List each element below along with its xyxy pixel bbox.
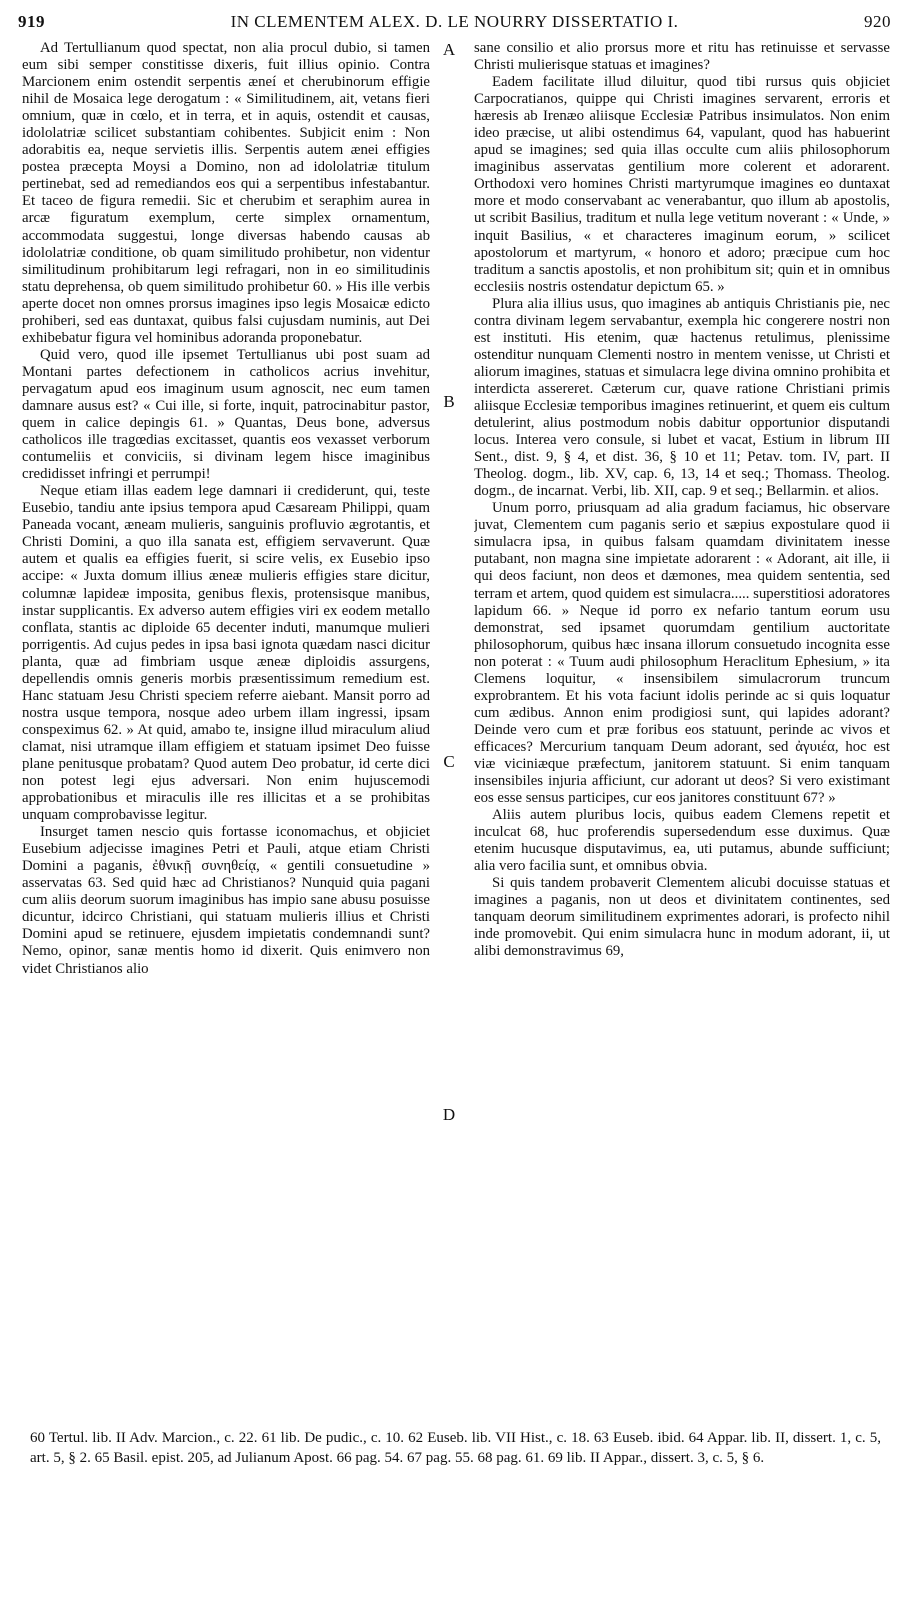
paragraph: Aliis autem pluribus locis, quibus eadem Clemens repetit et inculcat 68, huc proferendis supersedendum esse duximus. Quæ etenim hucusque disputavimus, ea, uti putamus, abunde sufficiunt; alia vero facilia sunt, et omnibus obvia. — [474, 807, 890, 875]
page-number-right: 920 — [864, 12, 891, 31]
right-column — [474, 40, 890, 1420]
paragraph: Ad Tertullianum quod spectat, non alia procul dubio, si tamen eum sibi semper constitisse dixeris, fuit illius opinio. Contra Marcionem enim ostendit serpentis æneí et cherubinorum effigie nihil de Mosaica lege derogatum : « Similitudinem, ait, vetans fieri omnium, quæ in cœlo, et in terra, et in aquis, ostendit et causas, idololatriæ scilicet substantiam cohibentes. Subjicit enim : Non adorabitis ea, neque servietis illis. Serpentis autem ænei effigies postea præcepta Moysi a Domino, non ad idololatriæ titulum pertinebat, sed ad remediandos eos qui a serpentibus infestabantur. Et taceo de figura remedii. Sic et cherubim et seraphim aurea in arcæ figuratum exemplum, certe simplex ornamentum, accommodata suggestui, longe diversas habendo causas ab idololatriæ conditione, ob quam similitudo prohibetur, non videntur similitudinum prohibitarum legi refragari, non in eo similitudinis statu deprehensa, ob quem similitudo prohibetur 60. » His ille verbis aperte docet non omnes prorsus imagines ipso legis Mosaicæ edicto prohiberi, sed eas duntaxat, quibus falsi cujusdam numinis, aut Dei exhibebatur figura vel hominibus adoranda proponebatur. — [22, 40, 430, 346]
left-column — [22, 40, 430, 1420]
margin-letter-d: D — [442, 1105, 456, 1124]
paragraph: Neque etiam illas eadem lege damnari ii crediderunt, qui, teste Eusebio, tandiu ante ipsius tempora apud Cæsaream Philippi, quam Paneada vocant, æneam mulieris, sanguinis profluvio ægrotantis, et Christi Domini, a quo illa sanata est, effigiem servaverunt. Quæ autem et qualis ea effigies fuerit, si scire velis, ex Eusebio ipso accipe: « Juxta domum illius æneæ mulieris effigies stare dicitur, columnæ lapideæ imposita, genibus flexis, protensisque manibus, instar supplicantis. Ex adverso autem effigies viri ex eodem metallo conflata, stantis ac diploide 65 decenter induti, manumque mulieri porrigentis. Ad cujus pedes in ipsa basi ignota quædam nasci dicitur planta, quæ ad fimbriam usque æneæ diploidis assurgens, depellendis omnis generis morbis præsentissimum remedium est. Hanc statuam Jesu Christi speciem referre aiebant. Mansit porro ad nostra usque tempora, nosque adeo urbem illam ingressi, ipsam conspeximus 62. » At quid, amabo te, insigne illud miraculum aliud clamat, nisi utramque illam effigiem et statuam ipsimet Deo fuisse plane penitusque probatam? Quod autem Deo probatur, id certe dici non potest legi ejus adversari. Non enim hujuscemodi approbationibus et miraculis ille res illicitas et a se prohibitas unquam comprobavisse legitur. — [22, 483, 430, 824]
margin-letter-b: B — [443, 392, 455, 411]
margin-letter-a: A — [442, 40, 456, 59]
running-header — [18, 8, 891, 34]
paragraph: Eadem facilitate illud diluitur, quod tibi rursus quis objiciet Carpocratianos, quippe qui Christi imagines servarent, erroris et hæresis ab Irenæo aliisque Ecclesiæ Patribus insimulatos. Non enim ideo præcise, ut alibi ostendimus 64, vapulant, quod has habuerint apud se imagines; sed quia illas occulte cum aliis philosophorum imaginibus asservatas gentilium more colerent et adorarent. Orthodoxi vero homines Christi martyrumque imagines eo duntaxat more et modo conservabant ac venerabantur, quo illum ab apostolis, ut scribit Basilius, traditum et nulla lege vetitum noverant : « Unde, » inquit Basilius, « et characteres imaginum eorum, » scilicet apostolorum et martyrum, « honoro et adoro; præcipue cum hoc traditum a sanctis apostolis, et non prohibitum sit; quin et in omnibus ecclesiis nostris ostendatur depictum 65. » — [474, 74, 890, 295]
footnotes: 60 Tertul. lib. II Adv. Marcion., c. 22. 61 lib. De pudic., c. 10. 62 Euseb. lib. VII Hist., c. 18. 63 Euseb. ibid. 64 Appar. lib. II, dissert. 1, c. 5, art. 5, § 2. 65 Basil. epist. 205, ad Julianum Apost. 66 pag. 54. 67 pag. 55. 68 pag. 61. 69 lib. II Appar., dissert. 3, c. 5, § 6. — [30, 1430, 881, 1466]
paragraph: Si quis tandem probaverit Clementem alicubi docuisse statuas et imagines a paganis, non ut deos et divinitatem continentes, sed tanquam deorum similitudinem exprimentes adorari, is profecto nihil inde promovebit. Qui enim simulacra hunc in modum adorant, ii, ut alibi demonstravimus 69, — [474, 875, 890, 960]
paragraph: sane consilio et alio prorsus more et ritu has retinuisse et servasse Christi mulierisque statuas et imagines? — [474, 40, 890, 74]
paragraph: Plura alia illius usus, quo imagines ab antiquis Christianis pie, nec contra divinam legem servabantur, exempla hic congerere nostri non est instituti. His etenim, quæ hactenus retulimus, plenissime ostenditur nunquam Clementi nostro in mentem venisse, ut Christi et aliorum imagines, statuas et simulacra lege divina omnino prohibita et interdicta assereret. Cæterum cur, quave ratione Christiani primis aliisque Ecclesiæ temporibus imagines retinuerint, et quem eis cultum detulerint, alius postmodum nobis dabitur opportunior disputandi locus. Interea vero consule, si lubet et vacat, Estium in librum III Sent., dist. 9, § 4, et dist. 36, § 10 et 11; Petav. tom. IV, part. II Theolog. dogm., lib. XV, cap. 6, 13, 14 et seq.; Thomass. Theolog. dogm., de incarnat. Verbi, lib. XII, cap. 9 et seq.; Bellarmin. et alios. — [474, 295, 890, 500]
paragraph: Insurget tamen nescio quis fortasse iconomachus, et objiciet Eusebium adjecisse imagines Petri et Pauli, atque etiam Christi Domini a paganis, ἐθνικῇ συνηθείᾳ, « gentili consuetudine » asservatas 63. Sed quid hæc ad Christianos? Nunquid quia pagani cum aliis deorum suorum imaginibus has impio sane abusu posuisse dicuntur, idcirco Christiani, qui statuam mulieris illius et Christi Domini apud se retinuere, ejusdem impietatis condemnandi sunt? Nemo, opinor, sanæ mentis homo id dixerit. Quis enimvero non videt Christianos alio — [22, 824, 430, 977]
running-title: IN CLEMENTEM ALEX. D. LE NOURRY DISSERTATIO I. — [230, 12, 679, 31]
paragraph: Unum porro, priusquam ad alia gradum faciamus, hic observare juvat, Clementem cum paganis serio et sæpius expostulare quod ii simulacra ipsa, in quibus falsam quamdam divinitatem inesse putabant, non magna sine impietate adorarent : « Adorant, ait ille, ii qui deos faciunt, non deos et dæmones, mea quidem sententia, sed terram et artem, quod quidem est simulacra..... superstitiosi adoratores lapidum 66. » Neque id porro ex nefario tantum eorum usu demonstrat, sed ipsamet quorumdam gentilium auctoritate philosophorum, quibus hæc insana illorum consuetudo incognita esse non poterat : « Tuum audi philosophum Heraclitum Ephesium, » ita Clemens loquitur, « insensibilem simulacrorum truncum exprobrantem. Et his vota faciunt idolis perinde ac si quis loquatur cum ædibus. Annon enim prodigiosi sunt, qui lapides adorant? Deinde vero cum et præ foribus eos statuunt, perinde ac vivos et efficaces? Mercurium tanquam Deum adorant, sed ἀγυιέα, hoc est viæ viciniæque præfectum, janitorem statuunt. Si enim tanquam insensibiles injuria afficiunt, cur adorant ut deos? Si vero existimant eos esse sensus participes, cur eos janitores constituunt 67? » — [474, 500, 890, 807]
page-number-left: 919 — [18, 12, 45, 31]
margin-letter-c: C — [443, 752, 455, 771]
paragraph: Quid vero, quod ille ipsemet Tertullianus ubi post suam ad Montani partes defectionem in catholicos acrius invehitur, pervagatum apud eos imaginum usum agnoscit, nec eum tamen damnare ausus est? « Cui ille, si forte, inquit, patrocinabitur pastor, quem in calice depingis 61. » Quantas, Deus bone, adversus catholicos ille tragœdias excitasset, quantis eos vexasset verborum contumeliis et conviciis, si divinam legem hisce imaginibus credidisset infringi et perrumpi! — [22, 346, 430, 483]
